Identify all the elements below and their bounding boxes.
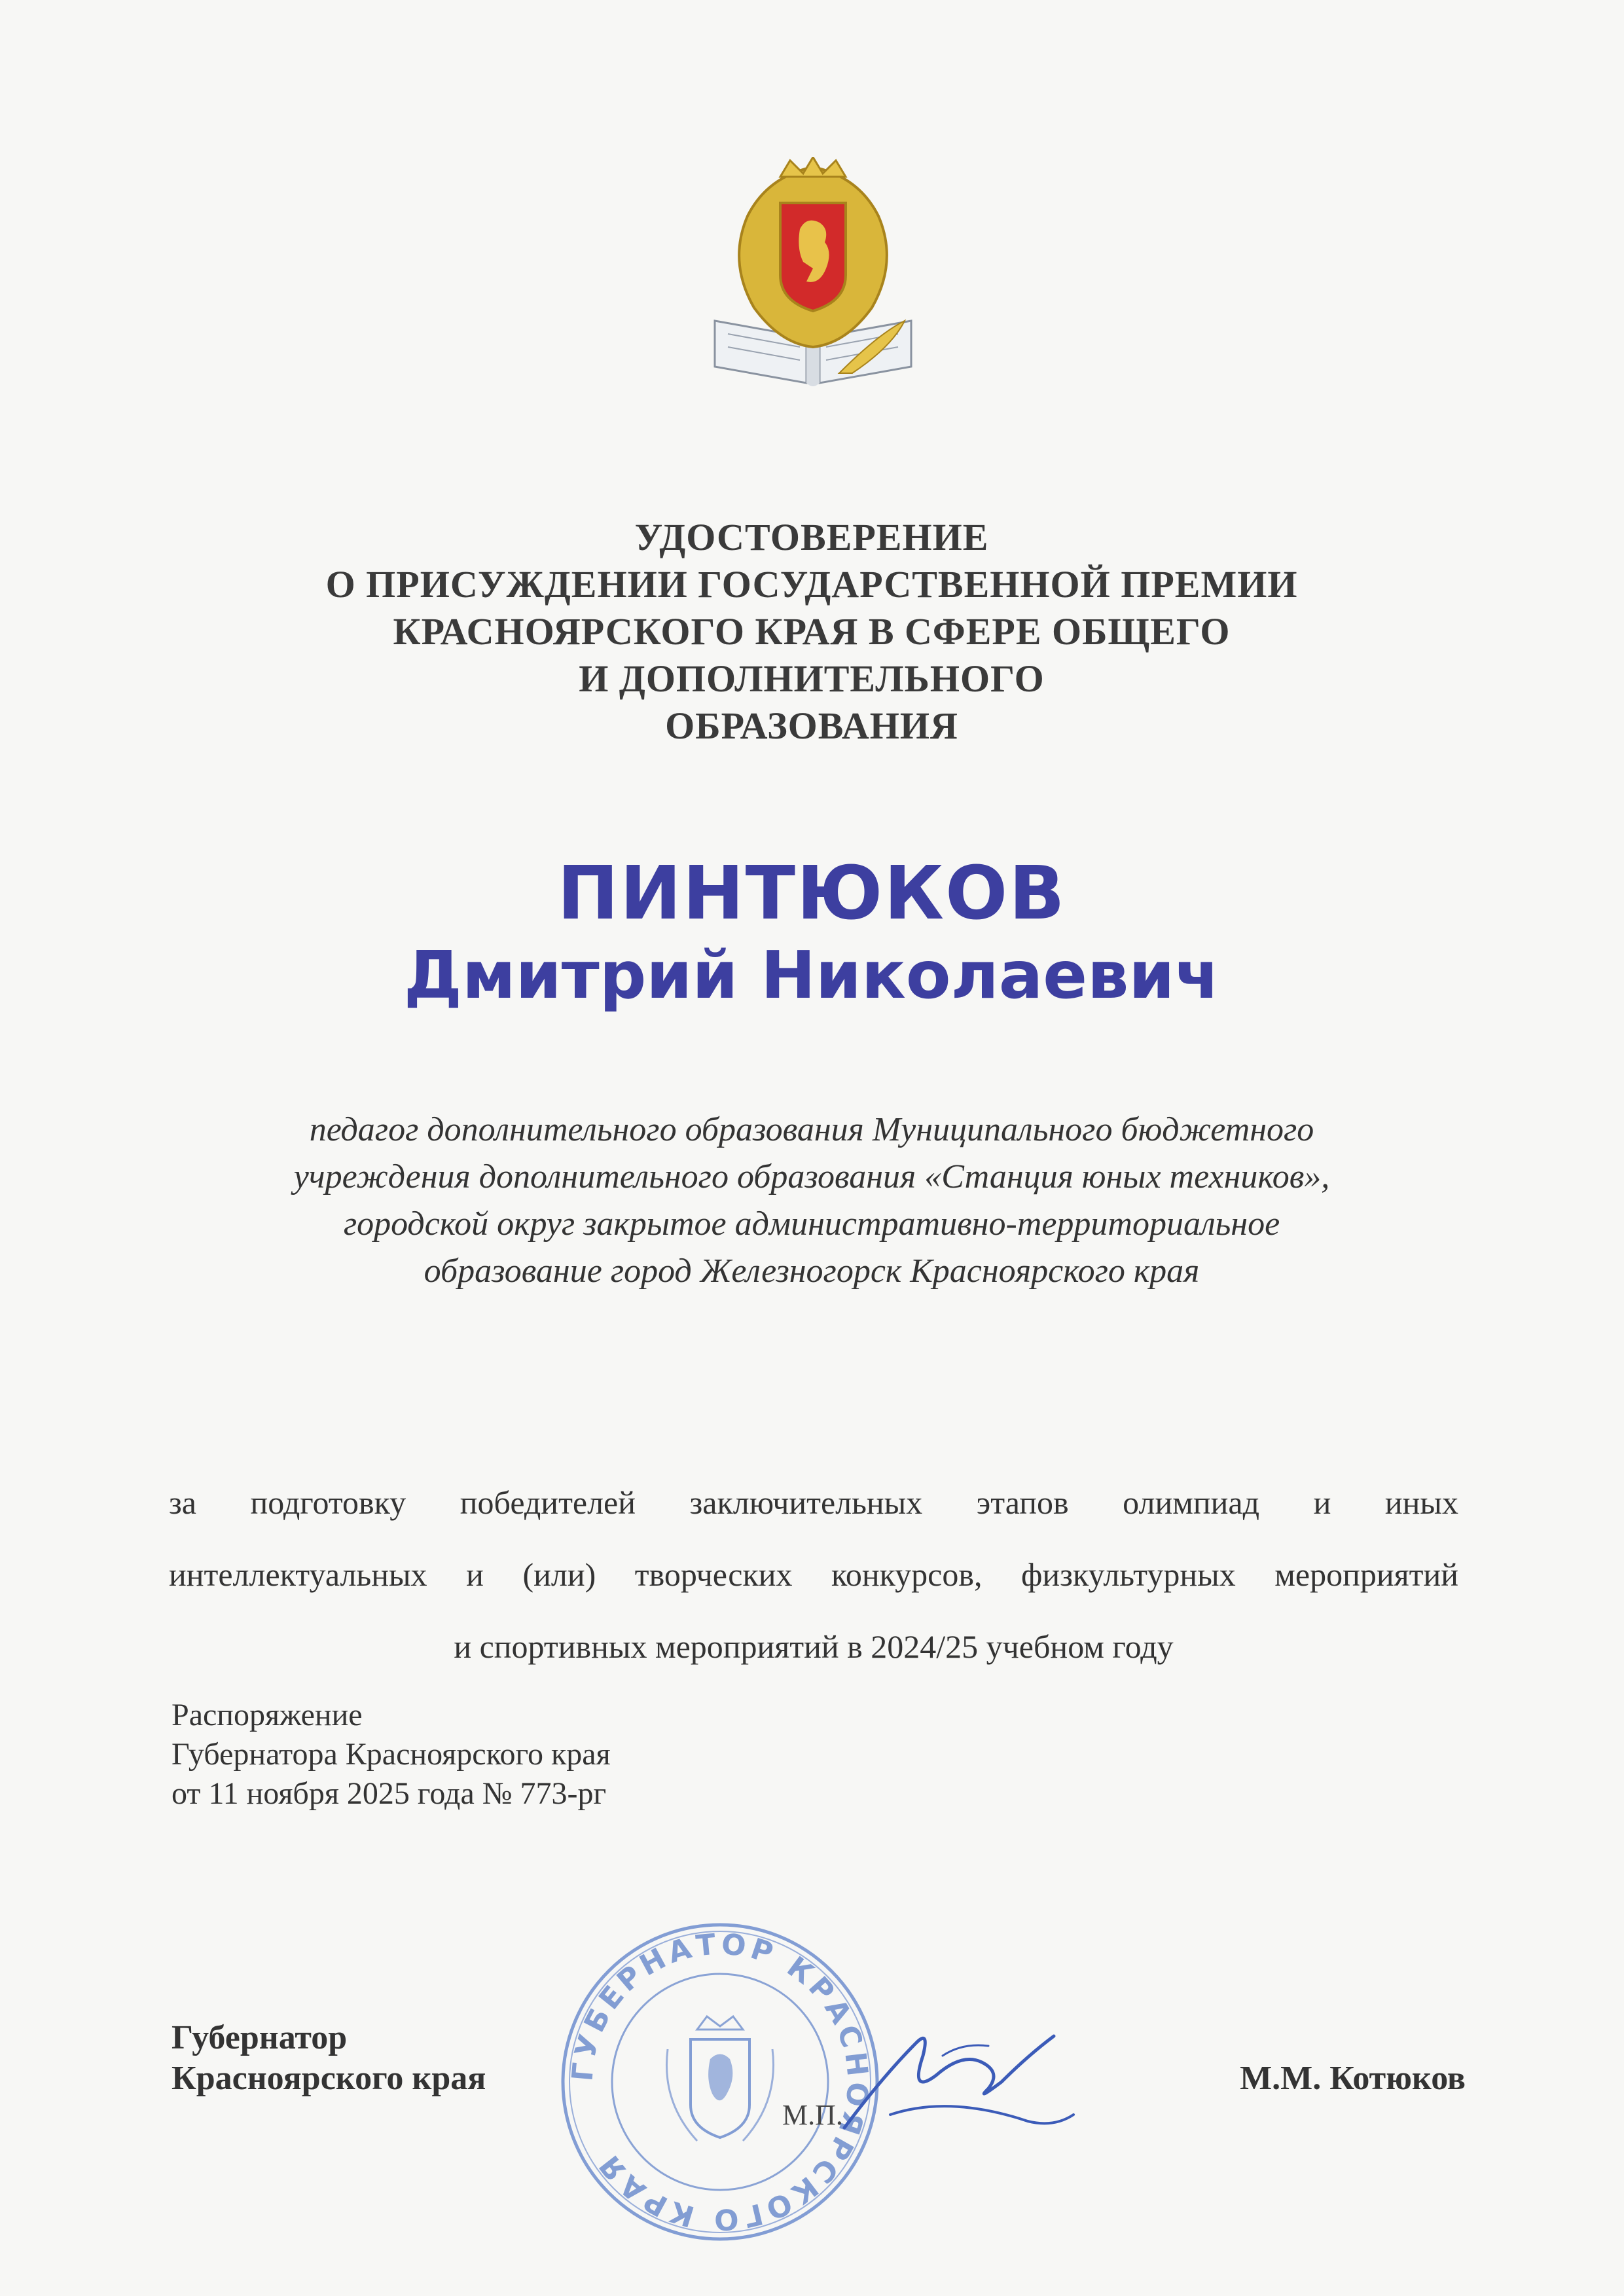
position-line: учреждения дополнительного образования «Станция юных техников», — [293, 1158, 1330, 1195]
reason-line: за подготовку победителей заключительных этапов олимпиад и иных — [169, 1484, 1458, 1521]
certificate-title — [196, 514, 1427, 750]
title-line: И ДОПОЛНИТЕЛЬНОГО — [579, 657, 1045, 700]
recipient-name — [196, 851, 1427, 1015]
signatory-position — [171, 2018, 486, 2099]
position-line: городской округ закрытое административно-территориальное — [343, 1205, 1280, 1243]
recipient-position — [164, 1106, 1460, 1295]
recipient-given-names: Дмитрий Николаевич — [403, 937, 1220, 1013]
signature-icon — [831, 2016, 1080, 2147]
title-line: УДОСТОВЕРЕНИЕ — [634, 516, 989, 558]
reason-line: и спортивных мероприятий в 2024/25 учебном году — [454, 1628, 1174, 1665]
order-reference — [171, 1696, 611, 1813]
order-issuer: Губернатора Красноярского края — [171, 1737, 611, 1772]
reason-line: интеллектуальных и (или) творческих конкурсов, физкультурных мероприятий — [169, 1556, 1458, 1593]
award-reason — [169, 1467, 1458, 1683]
signatory-name: М.М. Котюков — [1240, 2060, 1466, 2097]
order-date-number: от 11 ноября 2025 года № 773-рг — [171, 1776, 607, 1811]
title-line: КРАСНОЯРСКОГО КРАЯ В СФЕРЕ ОБЩЕГО — [393, 610, 1231, 653]
recipient-surname: ПИНТЮКОВ — [557, 851, 1066, 936]
position-line: образование город Железногорск Красноярского края — [424, 1252, 1200, 1290]
order-title: Распоряжение — [171, 1698, 363, 1732]
title-line: О ПРИСУЖДЕНИИ ГОСУДАРСТВЕННОЙ ПРЕМИИ — [325, 563, 1298, 606]
signatory-position-line: Губернатор — [171, 2019, 348, 2056]
position-line: педагог дополнительного образования Муниципального бюджетного — [309, 1111, 1314, 1148]
stamp-ring-text: ГУБЕРНАТОР КРАСНОЯРСКОГО КРАЯ — [566, 1927, 875, 2236]
seal-mark: М.П. — [782, 2099, 843, 2131]
krasnoyarsk-emblem-icon — [708, 157, 918, 406]
title-line: ОБРАЗОВАНИЯ — [665, 704, 958, 747]
signatory-position-line: Красноярского края — [171, 2060, 486, 2097]
